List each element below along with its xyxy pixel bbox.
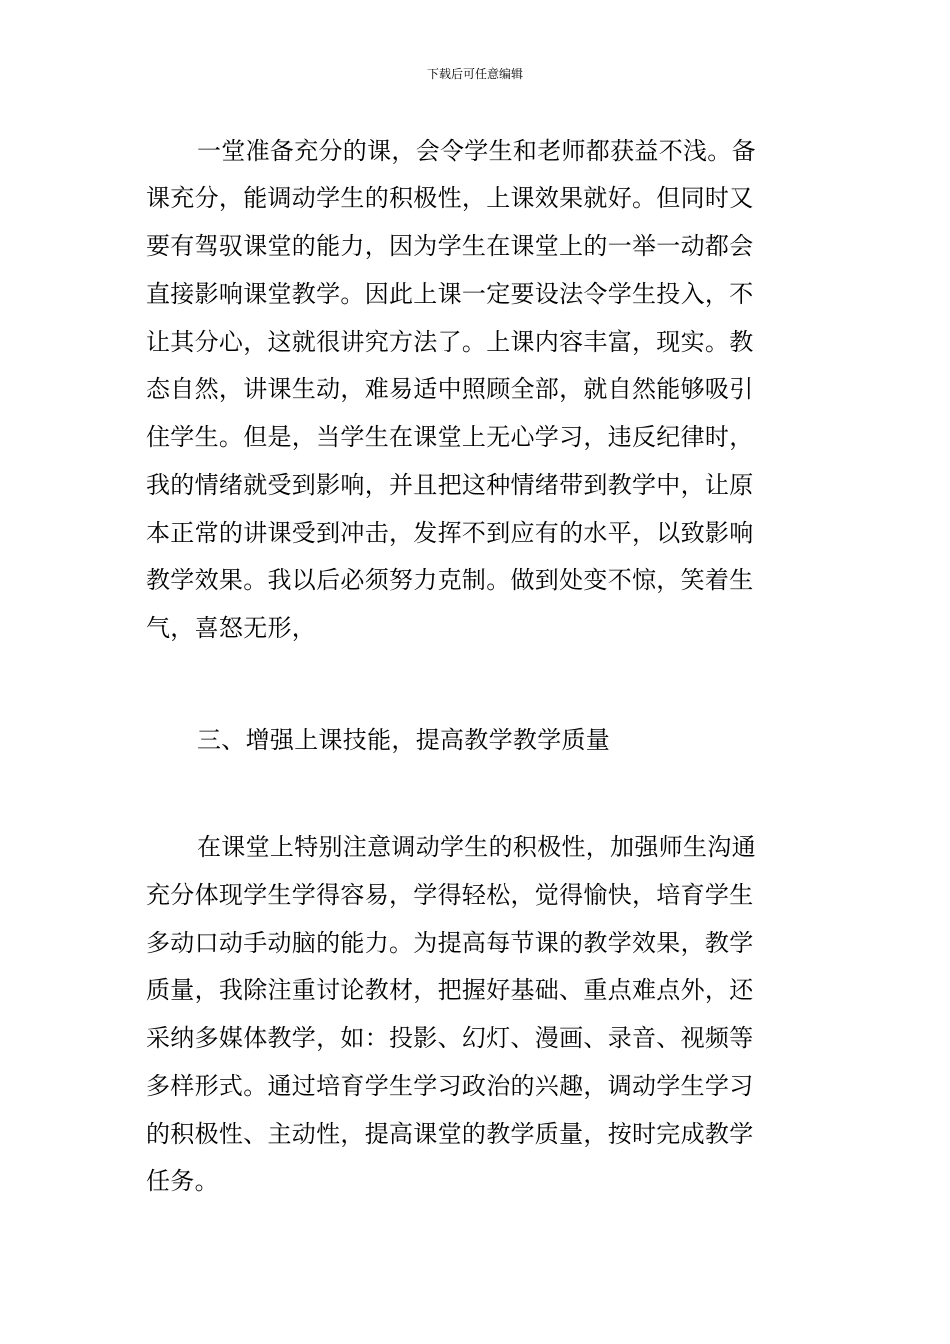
paragraph-2-line-4: 质量，我除注重讨论教材，把握好基础、重点难点外，还 — [146, 976, 754, 1004]
paragraph-1-line-9: 本正常的讲课受到冲击，发挥不到应有的水平，以致影响 — [146, 519, 754, 547]
paragraph-2-line-2: 充分体现学生学得容易，学得轻松，觉得愉快，培育学生 — [146, 881, 754, 909]
paragraph-1-line-2: 课充分，能调动学生的积极性，上课效果就好。但同时又 — [146, 184, 754, 212]
paragraph-1-line-10: 教学效果。我以后必须努力克制。做到处变不惊，笑着生 — [146, 566, 754, 594]
paragraph-1-line-5: 让其分心，这就很讲究方法了。上课内容丰富，现实。教 — [146, 328, 754, 356]
section-heading-3: 三、增强上课技能，提高教学教学质量 — [197, 726, 611, 754]
paragraph-1-line-4: 直接影响课堂教学。因此上课一定要设法令学生投入，不 — [146, 280, 754, 308]
paragraph-2-line-6: 多样形式。通过培育学生学习政治的兴趣，调动学生学习 — [146, 1072, 754, 1100]
page-header: 下载后可任意编辑 — [426, 67, 523, 81]
paragraph-1-line-7: 住学生。但是，当学生在课堂上无心学习，违反纪律时， — [146, 423, 754, 451]
paragraph-2-line-8: 任务。 — [146, 1167, 219, 1195]
paragraph-1-line-3: 要有驾驭课堂的能力，因为学生在课堂上的一举一动都会 — [146, 232, 754, 260]
paragraph-2-line-5: 采纳多媒体教学，如：投影、幻灯、漫画、录音、视频等 — [146, 1024, 754, 1052]
paragraph-1-line-11: 气，喜怒无形， — [146, 614, 317, 642]
paragraph-2-line-3: 多动口动手动脑的能力。为提高每节课的教学效果，教学 — [146, 929, 754, 957]
paragraph-2-line-7: 的积极性、主动性，提高课堂的教学质量，按时完成教学 — [146, 1120, 754, 1148]
paragraph-1-line-8: 我的情绪就受到影响，并且把这种情绪带到教学中，让原 — [146, 471, 754, 499]
paragraph-1-line-6: 态自然，讲课生动，难易适中照顾全部，就自然能够吸引 — [146, 375, 754, 403]
paragraph-1-line-1: 一堂准备充分的课，会令学生和老师都获益不浅。备 — [197, 137, 756, 165]
paragraph-2-line-1: 在课堂上特别注意调动学生的积极性，加强师生沟通 — [197, 833, 756, 861]
